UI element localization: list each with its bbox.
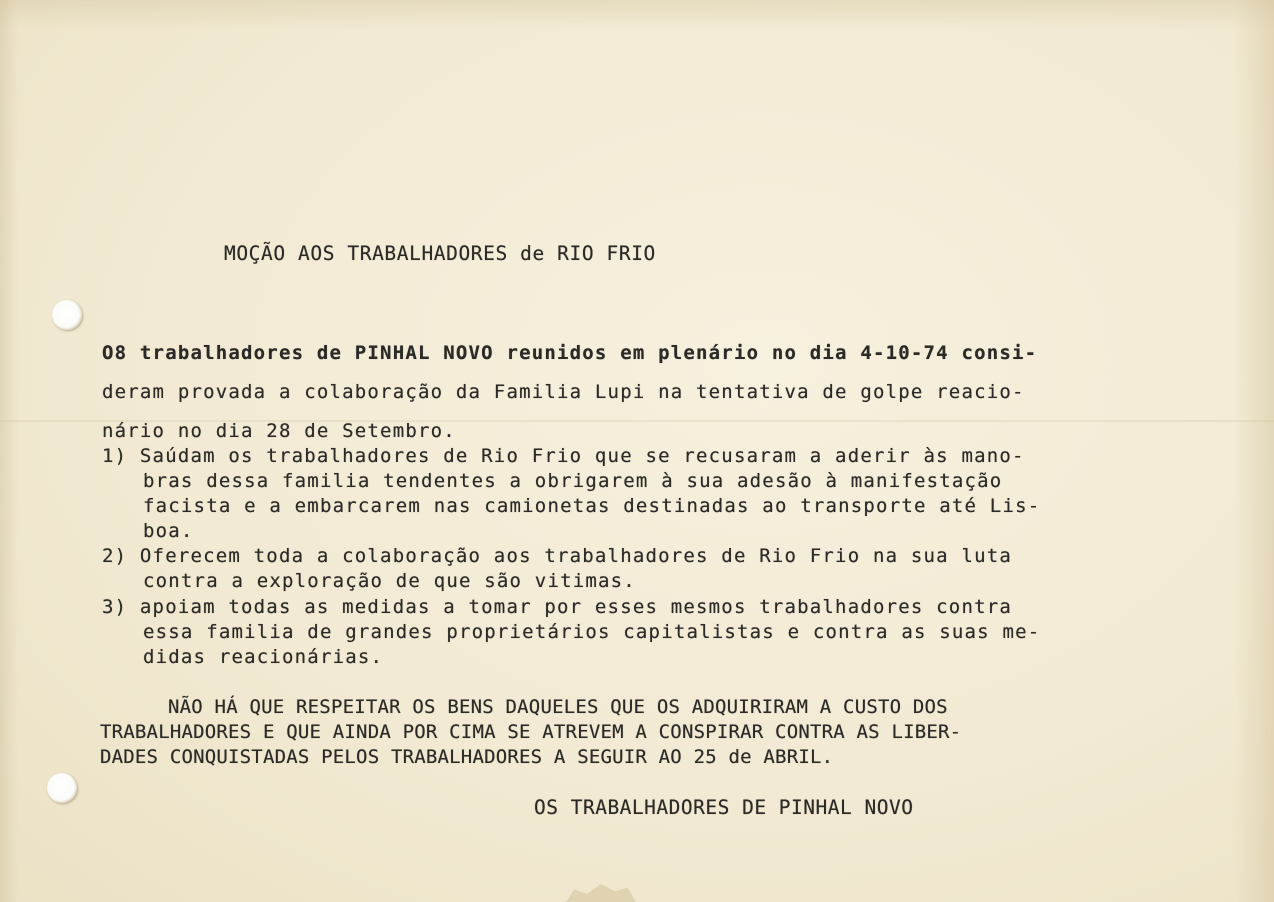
item-3-line-3: didas reacionárias. [143, 646, 384, 668]
intro-line-3: nário no dia 28 de Setembro. [102, 420, 456, 442]
intro-line-2: deram provada a colaboração da Familia Lupi na tentativa de golpe reacio- [102, 381, 1025, 403]
item-1-line-1: 1) Saúdam os trabalhadores de Rio Frio que se recusaram a aderir às mano- [102, 445, 1025, 467]
item-1-line-3: facista e a embarcarem nas camionetas destinadas ao transporte até Lis- [143, 495, 1041, 517]
signature: OS TRABALHADORES DE PINHAL NOVO [534, 796, 914, 819]
item-2-line-1: 2) Oferecem toda a colaboração aos trabalhadores de Rio Frio na sua luta [102, 545, 1013, 567]
item-2-line-2: contra a exploração de que são vitimas. [143, 570, 636, 592]
paper-left-shading [0, 0, 18, 902]
intro-line-1: O8 trabalhadores de PINHAL NOVO reunidos em plenário no dia 4-10-74 consi- [102, 342, 1038, 364]
closing-line-1: NÃO HÁ QUE RESPEITAR OS BENS DAQUELES QUE OS ADQUIRIRAM A CUSTO DOS [168, 696, 948, 718]
torn-paper-edge [566, 884, 636, 902]
item-1-line-4: boa. [143, 520, 194, 542]
paper-right-shading [1234, 0, 1274, 902]
item-3-line-2: essa familia de grandes proprietários capitalistas e contra as suas me- [143, 621, 1041, 643]
document-title: MOÇÃO AOS TRABALHADORES de RIO FRIO [224, 242, 656, 265]
closing-line-3: DADES CONQUISTADAS PELOS TRABALHADORES A SEGUIR AO 25 de ABRIL. [100, 746, 834, 768]
punch-hole-bottom [47, 773, 77, 803]
paper-top-shading [0, 0, 1274, 30]
item-1-line-2: bras dessa familia tendentes a obrigarem à sua adesão à manifestação [143, 470, 1003, 492]
punch-hole-top [52, 300, 82, 330]
item-3-line-1: 3) apoiam todas as medidas a tomar por esses mesmos trabalhadores contra [102, 596, 1013, 618]
closing-line-2: TRABALHADORES E QUE AINDA POR CIMA SE ATREVEM A CONSPIRAR CONTRA AS LIBER- [100, 721, 962, 743]
